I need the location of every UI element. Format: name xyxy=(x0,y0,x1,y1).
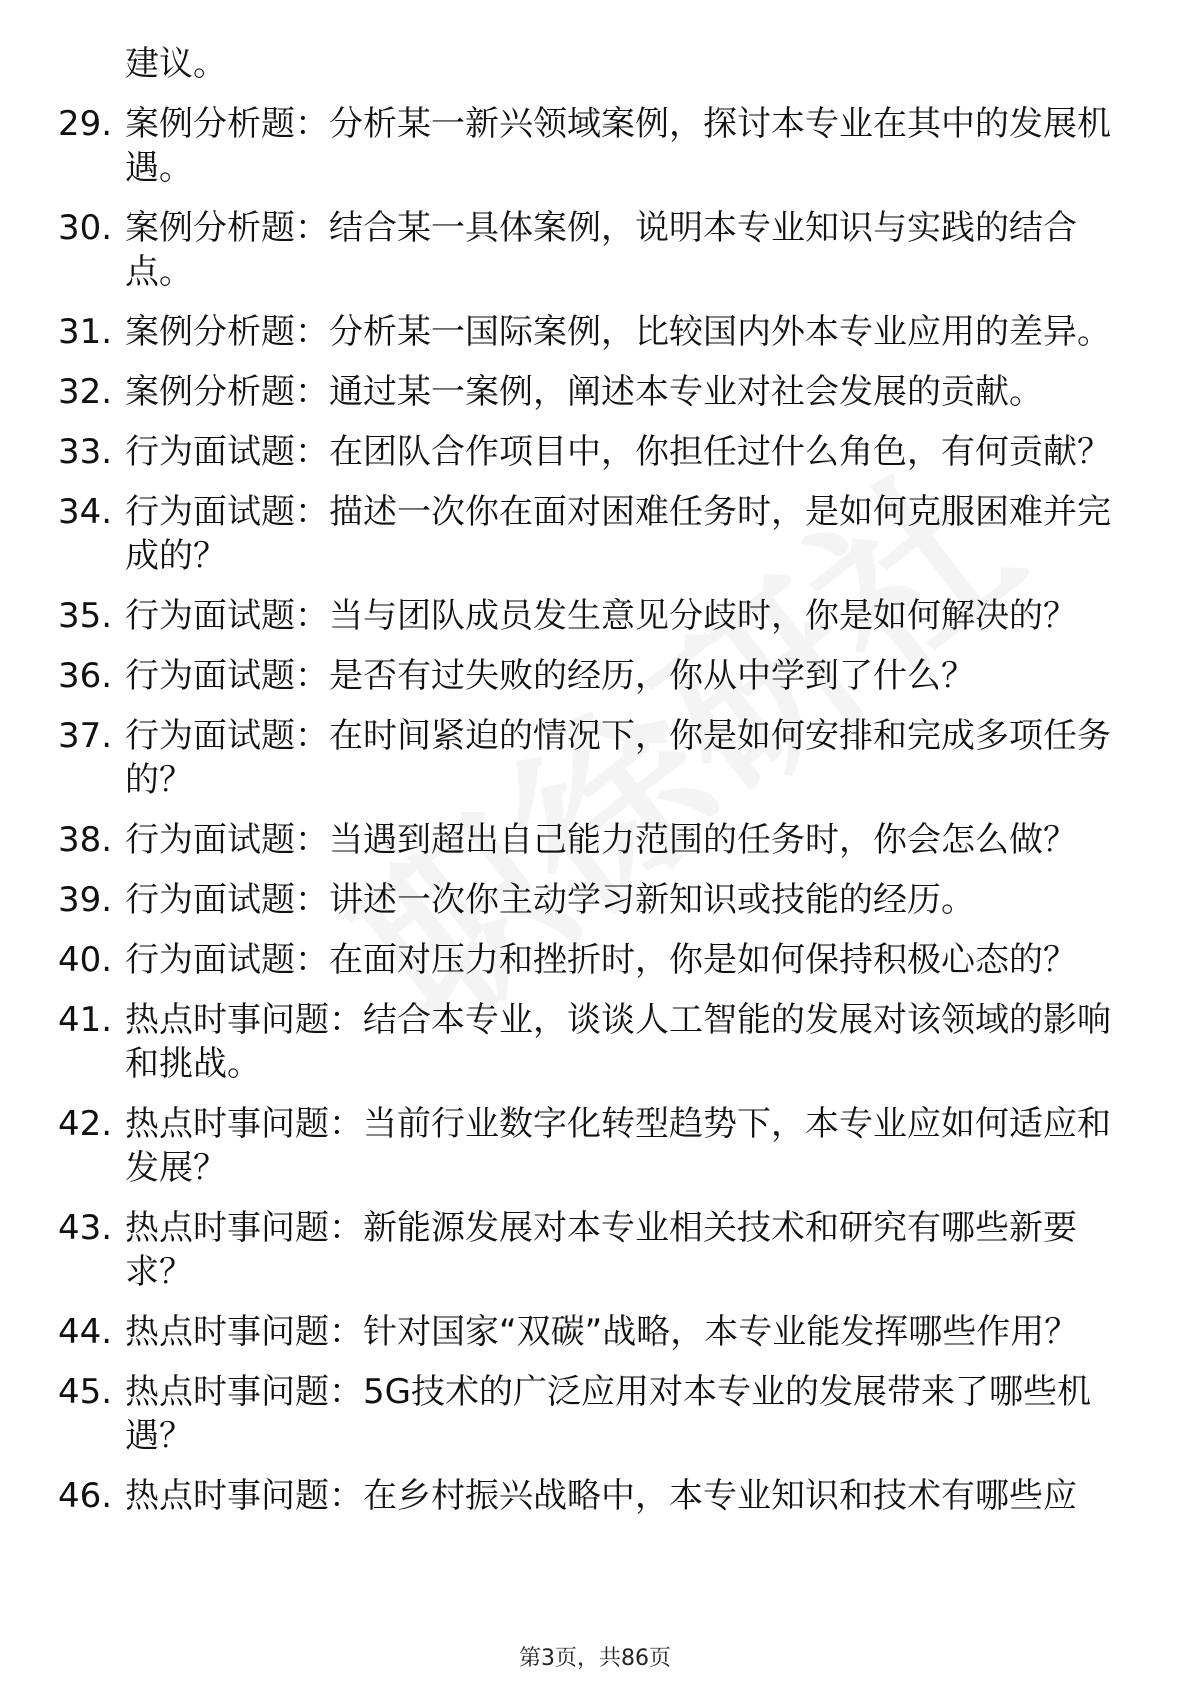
question-number: 35. xyxy=(58,596,113,636)
question-number: 45. xyxy=(58,1372,113,1412)
question-number: 29. xyxy=(58,104,113,144)
list-item xyxy=(58,206,1138,294)
list-item xyxy=(58,818,1138,862)
list-item xyxy=(58,370,1138,414)
question-text: 行为面试题：在面对压力和挫折时，你是如何保持积极心态的？ xyxy=(125,940,1077,980)
question-text: 案例分析题：分析某一新兴领域案例，探讨本专业在其中的发展机遇。 xyxy=(125,104,1111,188)
question-number: 44. xyxy=(58,1312,113,1352)
list-item xyxy=(58,594,1138,638)
list-item xyxy=(58,998,1138,1086)
question-number: 42. xyxy=(58,1104,113,1144)
question-text: 行为面试题：在团队合作项目中，你担任过什么角色，有何贡献？ xyxy=(125,432,1111,472)
question-number: 31. xyxy=(58,312,113,352)
list-item xyxy=(58,490,1138,578)
list-item xyxy=(58,878,1138,922)
list-item xyxy=(58,1310,1138,1354)
list-item xyxy=(58,102,1138,190)
question-number: 41. xyxy=(58,1000,113,1040)
question-text: 行为面试题：当遇到超出自己能力范围的任务时，你会怎么做？ xyxy=(125,820,1077,860)
question-text: 热点时事问题：针对国家“双碳”战略，本专业能发挥哪些作用？ xyxy=(125,1312,1079,1352)
question-text: 热点时事问题：新能源发展对本专业相关技术和研究有哪些新要求？ xyxy=(125,1208,1077,1292)
question-number: 38. xyxy=(58,820,113,860)
question-text: 行为面试题：当与团队成员发生意见分歧时，你是如何解决的？ xyxy=(125,596,1077,636)
question-text: 热点时事问题：在乡村振兴战略中，本专业知识和技术有哪些应 xyxy=(125,1476,1077,1516)
list-item xyxy=(58,938,1138,982)
question-text: 行为面试题：描述一次你在面对困难任务时，是如何克服困难并完成的？ xyxy=(125,492,1111,576)
question-number: 43. xyxy=(58,1208,113,1248)
question-text: 热点时事问题：结合本专业，谈谈人工智能的发展对该领域的影响和挑战。 xyxy=(125,1000,1111,1084)
list-item xyxy=(58,714,1138,802)
question-number: 37. xyxy=(58,716,113,756)
question-text: 案例分析题：分析某一国际案例，比较国内外本专业应用的差异。 xyxy=(125,312,1111,352)
list-item xyxy=(58,1206,1138,1294)
question-number: 39. xyxy=(58,880,113,920)
question-list xyxy=(58,42,1138,1534)
question-number: 46. xyxy=(58,1476,113,1516)
leading-text: 建议。 xyxy=(125,44,227,84)
question-text: 案例分析题：通过某一案例，阐述本专业对社会发展的贡献。 xyxy=(125,372,1043,412)
list-item xyxy=(58,310,1138,354)
question-number: 36. xyxy=(58,656,113,696)
question-number: 40. xyxy=(58,940,113,980)
question-text: 案例分析题：结合某一具体案例，说明本专业知识与实践的结合点。 xyxy=(125,208,1077,292)
question-number: 32. xyxy=(58,372,113,412)
list-item xyxy=(58,430,1138,474)
question-text: 热点时事问题：5G技术的广泛应用对本专业的发展带来了哪些机遇？ xyxy=(125,1372,1091,1456)
page-footer: 第3页，共86页 xyxy=(519,1646,671,1671)
question-text: 行为面试题：在时间紧迫的情况下，你是如何安排和完成多项任务的？ xyxy=(125,716,1111,800)
question-number: 33. xyxy=(58,432,113,472)
list-item xyxy=(58,1474,1138,1518)
question-text: 热点时事问题：当前行业数字化转型趋势下，本专业应如何适应和发展？ xyxy=(125,1104,1111,1188)
question-text: 行为面试题：是否有过失败的经历，你从中学到了什么？ xyxy=(125,656,975,696)
list-item xyxy=(58,654,1138,698)
list-item xyxy=(58,1370,1138,1458)
question-text: 行为面试题：讲述一次你主动学习新知识或技能的经历。 xyxy=(125,880,975,920)
question-number: 34. xyxy=(58,492,113,532)
question-number: 30. xyxy=(58,208,113,248)
list-item xyxy=(58,1102,1138,1190)
